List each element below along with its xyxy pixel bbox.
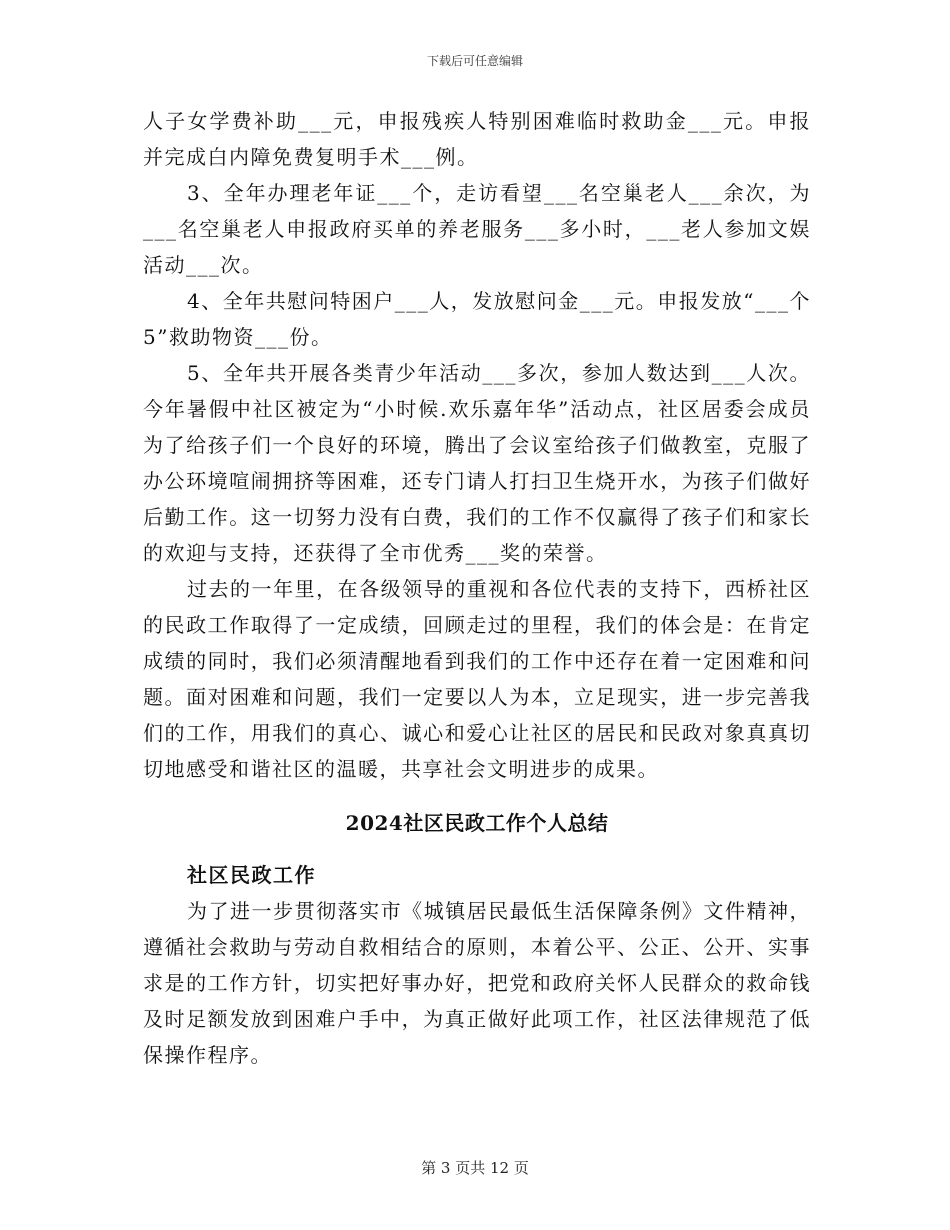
document-body bbox=[143, 103, 811, 1073]
paragraph-item-5: 5、全年共开展各类青少年活动___多次，参加人数达到___人次。今年暑假中社区被定为“小时候.欢乐嘉年华”活动点，社区居委会成员为了给孩子们一个良好的环境，腾出了会议室给孩子们做教室，克服了办公环境喧闹拥挤等困难，还专门请人打扫卫生烧开水，为孩子们做好后勤工作。这一切努力没有白费，我们的工作不仅赢得了孩子们和家长的欢迎与支持，还获得了全市优秀___奖的荣誉。 bbox=[143, 361, 811, 565]
paragraph-item-3: 3、全年办理老年证___个，走访看望___名空巢老人___余次，为___名空巢老人申报政府买单的养老服务___多小时，___老人参加文娱活动___次。 bbox=[143, 181, 811, 277]
section-title: 2024社区民政工作个人总结 bbox=[345, 811, 609, 835]
paragraph-item-4: 4、全年共慰问特困户___人，发放慰问金___元。申报发放“___个5”救助物资___份。 bbox=[143, 289, 811, 349]
paragraph-continuation: 人子女学费补助___元，申报残疾人特别困难临时救助金___元。申报并完成白内障免费复明手术___例。 bbox=[143, 109, 811, 169]
page-footer: 第 3 页共 12 页 bbox=[421, 1159, 529, 1177]
paragraph-low-income-guarantee: 为了进一步贯彻落实市《城镇居民最低生活保障条例》文件精神，遵循社会救助与劳动自救相结合的原则，本着公平、公正、公开、实事求是的工作方针，切实把好事办好，把党和政府关怀人民群众的救命钱及时足额发放到困难户手中，为真正做好此项工作，社区法律规范了低保操作程序。 bbox=[143, 899, 811, 1067]
page-header: 下载后可任意编辑 bbox=[426, 54, 523, 68]
subheading: 社区民政工作 bbox=[187, 863, 316, 887]
paragraph-summary: 过去的一年里，在各级领导的重视和各位代表的支持下，西桥社区的民政工作取得了一定成绩，回顾走过的里程，我们的体会是：在肯定成绩的同时，我们必须清醒地看到我们的工作中还存在着一定困难和问题。面对困难和问题，我们一定要以人为本，立足现实，进一步完善我们的工作，用我们的真心、诚心和爱心让社区的居民和民政对象真真切切地感受和谐社区的温暖，共享社会文明进步的成果。 bbox=[143, 577, 811, 781]
